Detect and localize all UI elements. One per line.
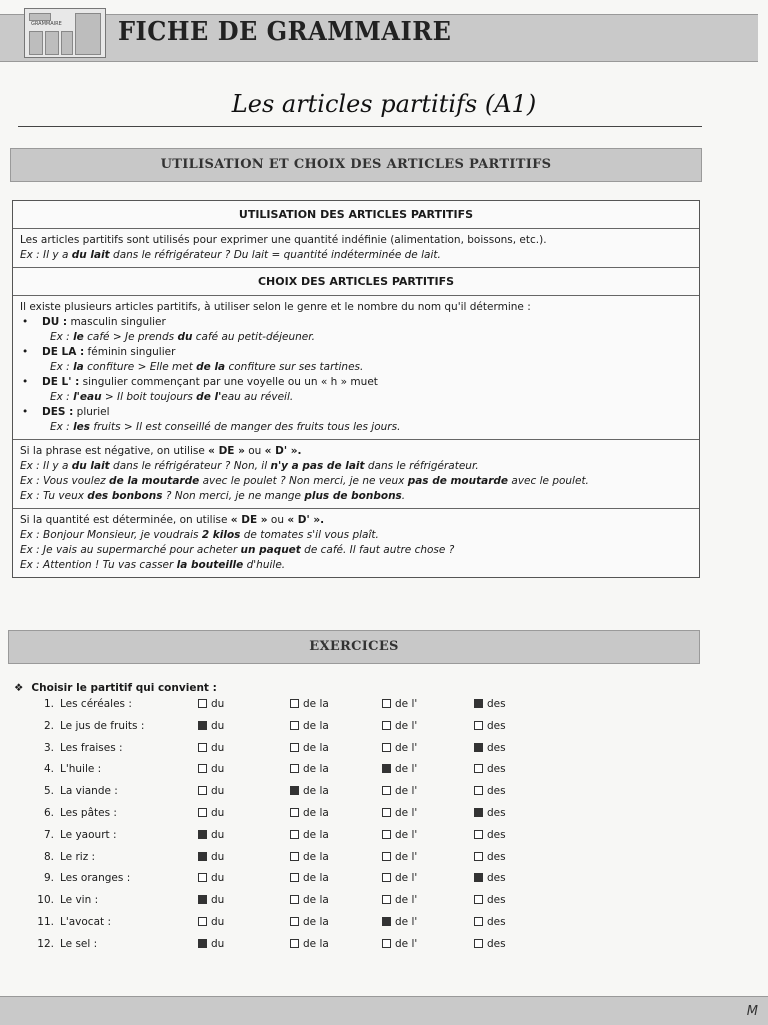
option-du[interactable]	[198, 894, 224, 906]
page-title: Les articles partitifs (A1)	[231, 90, 537, 118]
text-span: Ex :	[50, 421, 74, 433]
option-de-l[interactable]	[382, 785, 417, 797]
bold-span: l'eau	[73, 391, 102, 403]
option-label: de l'	[395, 894, 418, 907]
checkbox-icon[interactable]	[290, 873, 299, 882]
text-span: café > Je prends	[83, 331, 178, 343]
option-label: de l'	[395, 872, 418, 885]
list-item	[20, 405, 692, 435]
option-de-l[interactable]	[382, 698, 417, 710]
bold-span: plus de bonbons	[304, 490, 402, 502]
exercise-number: 6.	[43, 807, 54, 819]
usage-example	[20, 248, 692, 263]
negative-example	[20, 474, 692, 489]
option-de-l[interactable]	[382, 916, 417, 928]
exercise-number: 11.	[37, 916, 54, 928]
checkbox-icon[interactable]	[474, 764, 483, 773]
determined-example	[20, 558, 692, 573]
text-span: fruits > Il est conseillé de manger des fruits tous les jours.	[90, 421, 401, 433]
option-des[interactable]	[474, 829, 506, 841]
option-label: du	[211, 741, 225, 754]
exercise-row	[0, 916, 768, 938]
option-des[interactable]	[474, 785, 506, 797]
exercise-number: 9.	[43, 872, 54, 885]
option-label: de l'	[395, 916, 418, 928]
title-divider	[18, 126, 702, 127]
exercise-word: Les pâtes :	[60, 807, 117, 819]
exercise-word: Le jus de fruits :	[60, 719, 145, 732]
option-du[interactable]	[198, 742, 224, 754]
determined-example	[20, 528, 692, 543]
option-label: du	[211, 916, 225, 928]
checkbox-icon[interactable]	[290, 699, 299, 708]
checkbox-icon[interactable]	[474, 786, 483, 795]
checkbox-icon[interactable]	[382, 873, 391, 882]
checkbox-icon[interactable]	[290, 939, 299, 948]
section-title-exercises: EXERCICES	[8, 630, 700, 664]
choice-heading: CHOIX DES ARTICLES PARTITIFS	[13, 268, 699, 296]
article-label: DE L' :	[42, 376, 80, 388]
option-label: des	[487, 916, 506, 928]
article-example	[42, 330, 692, 345]
option-label: de la	[303, 807, 329, 819]
option-label: de l'	[395, 807, 418, 819]
checkbox-icon[interactable]	[474, 699, 483, 708]
checkbox-icon[interactable]	[290, 808, 299, 817]
option-label: du	[211, 937, 225, 950]
article-label: DU :	[42, 316, 68, 328]
option-label: de la	[303, 894, 329, 907]
exercise-row	[0, 785, 768, 807]
option-de-l[interactable]	[382, 938, 417, 950]
checkbox-icon[interactable]	[198, 830, 207, 839]
bullet: •	[22, 316, 29, 328]
choice-cell	[13, 296, 699, 440]
bold-span: de la moutarde	[109, 475, 200, 487]
option-label: du	[211, 763, 225, 776]
text-span: Ex : Vous voulez	[20, 475, 110, 487]
option-du[interactable]	[198, 785, 224, 797]
checkbox-icon[interactable]	[290, 721, 299, 730]
checkbox-icon[interactable]	[198, 895, 207, 904]
exercise-number: 10.	[37, 894, 54, 907]
option-des[interactable]	[474, 894, 506, 906]
text-span: Si la phrase est négative, on utilise	[20, 445, 209, 457]
checkbox-icon[interactable]	[382, 786, 391, 795]
text-span: Ex : Tu veux	[20, 490, 88, 502]
option-des[interactable]	[474, 938, 506, 950]
exercise-number: 8.	[43, 850, 54, 863]
exercise-number: 2.	[43, 719, 54, 732]
option-label: de l'	[395, 785, 418, 798]
negative-example	[20, 489, 692, 504]
text-span: dans le réfrigérateur ? Non, il	[109, 460, 271, 472]
text-span: .	[401, 490, 406, 502]
grammar-table	[12, 200, 700, 578]
checkbox-icon[interactable]	[198, 764, 207, 773]
text-span: Ex :	[50, 391, 74, 403]
checkbox-icon[interactable]	[290, 830, 299, 839]
text-span: avec le poulet.	[508, 475, 589, 487]
option-du[interactable]	[198, 698, 224, 710]
option-label: de la	[303, 719, 329, 732]
option-label: de la	[303, 828, 329, 841]
text-span: ? Non merci, je ne mange	[162, 490, 305, 502]
checkbox-icon[interactable]	[290, 764, 299, 773]
option-du[interactable]	[198, 938, 224, 950]
text-span: dans le réfrigérateur.	[364, 460, 479, 472]
bold-span: un paquet	[240, 544, 301, 556]
option-du[interactable]	[198, 763, 224, 775]
option-des[interactable]	[474, 851, 506, 863]
logo-icon	[24, 8, 106, 58]
option-des[interactable]	[474, 916, 506, 928]
bold-span: « DE »	[230, 514, 268, 526]
option-label: de l'	[395, 937, 418, 950]
checkbox-icon[interactable]	[290, 852, 299, 861]
option-label: de l'	[395, 741, 418, 754]
exercise-row	[0, 807, 768, 829]
section-title-usage: UTILISATION ET CHOIX DES ARTICLES PARTITIFS	[10, 148, 702, 182]
option-des[interactable]	[474, 720, 506, 732]
option-de-l[interactable]	[382, 742, 417, 754]
option-de-la[interactable]	[290, 872, 329, 884]
option-label: de la	[303, 850, 329, 863]
option-label: des	[487, 763, 506, 776]
exercise-word: Le yaourt :	[60, 828, 117, 841]
option-label: du	[211, 698, 225, 710]
exercise-instruction	[14, 682, 217, 694]
bold-span: de l'	[196, 391, 222, 403]
article-example	[42, 390, 692, 405]
checkbox-icon[interactable]	[382, 743, 391, 752]
exercise-row	[0, 763, 768, 785]
checkbox-icon[interactable]	[198, 852, 207, 861]
option-de-l[interactable]	[382, 872, 417, 884]
logo-caption: GRAMMAIRE	[31, 21, 62, 27]
exercise-row	[0, 872, 768, 894]
checkbox-icon[interactable]	[474, 917, 483, 926]
text-span: confiture sur ses tartines.	[225, 361, 364, 373]
text-span: Ex :	[50, 361, 74, 373]
option-label: du	[211, 807, 225, 819]
text-span: ou	[267, 514, 288, 526]
option-des[interactable]	[474, 807, 506, 819]
checkbox-icon[interactable]	[290, 743, 299, 752]
option-label: des	[487, 937, 506, 950]
option-de-la[interactable]	[290, 894, 329, 906]
exercise-number: 12.	[37, 937, 54, 950]
bold-span: « D' ».	[264, 445, 302, 457]
text-span: d'huile.	[243, 559, 286, 571]
negative-example	[20, 459, 692, 474]
option-des[interactable]	[474, 742, 506, 754]
option-de-la[interactable]	[290, 829, 329, 841]
option-label: des	[487, 785, 506, 798]
exercise-number: 3.	[43, 741, 54, 754]
text-span: de tomates s'il vous plaît.	[240, 529, 379, 541]
usage-heading: UTILISATION DES ARTICLES PARTITIFS	[13, 201, 699, 229]
text-span: Ex : Je vais au supermarché pour acheter	[20, 544, 241, 556]
exercise-row	[0, 851, 768, 873]
option-label: du	[211, 894, 225, 907]
text-span: avec le poulet ? Non merci, je ne veux	[199, 475, 408, 487]
bullet: •	[22, 406, 29, 418]
determined-example	[20, 543, 692, 558]
exercise-row	[0, 894, 768, 916]
instruction-text: Choisir le partitif qui convient :	[31, 682, 217, 694]
option-de-l[interactable]	[382, 763, 417, 775]
text-span: café au petit-déjeuner.	[192, 331, 315, 343]
checkbox-icon[interactable]	[290, 786, 299, 795]
checkbox-icon[interactable]	[382, 721, 391, 730]
exercise-word: Le riz :	[60, 850, 96, 863]
option-label: de l'	[395, 828, 418, 841]
option-label: des	[487, 719, 506, 732]
option-de-la[interactable]	[290, 742, 329, 754]
checkbox-icon[interactable]	[198, 808, 207, 817]
checkbox-icon[interactable]	[474, 873, 483, 882]
option-label: du	[211, 872, 225, 885]
option-du[interactable]	[198, 807, 224, 819]
header-title: FICHE DE GRAMMAIRE	[118, 14, 452, 47]
option-de-la[interactable]	[290, 698, 329, 710]
option-du[interactable]	[198, 720, 224, 732]
bold-span: « DE »	[208, 445, 245, 457]
bullet: •	[22, 346, 29, 358]
checkbox-icon[interactable]	[382, 917, 391, 926]
exercise-number: 5.	[43, 785, 54, 798]
article-desc: singulier commençant par une voyelle ou un « h » muet	[79, 376, 378, 388]
article-example	[42, 420, 692, 435]
option-des[interactable]	[474, 698, 506, 710]
determined-cell	[13, 509, 699, 577]
bold-span: du lait	[71, 249, 110, 261]
negative-intro	[20, 444, 692, 459]
option-label: des	[487, 894, 506, 907]
bold-span: pas de moutarde	[407, 475, 509, 487]
text-span: confiture > Elle met	[83, 361, 197, 373]
text-span: eau au réveil.	[221, 391, 294, 403]
bold-span: la	[73, 361, 84, 373]
checkbox-icon[interactable]	[198, 743, 207, 752]
option-de-l[interactable]	[382, 807, 417, 819]
option-de-l[interactable]	[382, 829, 417, 841]
exercise-number: 1.	[43, 698, 54, 710]
article-label: DES :	[42, 406, 74, 418]
text-span: Ex : Bonjour Monsieur, je voudrais	[20, 529, 202, 541]
text-span: Ex : Il y a	[20, 249, 72, 261]
checkbox-icon[interactable]	[198, 721, 207, 730]
exercise-word: Le sel :	[60, 937, 98, 950]
checkbox-icon[interactable]	[198, 699, 207, 708]
option-de-la[interactable]	[290, 720, 329, 732]
bold-span: des bonbons	[87, 490, 163, 502]
option-label: de la	[303, 916, 329, 928]
checkbox-icon[interactable]	[382, 895, 391, 904]
bold-span: les	[73, 421, 91, 433]
determined-intro	[20, 513, 692, 528]
checkbox-icon[interactable]	[474, 808, 483, 817]
option-label: de la	[303, 937, 329, 950]
article-desc: pluriel	[73, 406, 110, 418]
checkbox-icon[interactable]	[198, 939, 207, 948]
text-span: dans le réfrigérateur ? Du lait = quantité indéterminée de lait.	[109, 249, 441, 261]
text-span: Ex : Il y a	[20, 460, 72, 472]
option-label: du	[211, 850, 225, 863]
exercise-row	[0, 742, 768, 764]
option-label: de l'	[395, 763, 418, 776]
checkbox-icon[interactable]	[474, 830, 483, 839]
exercise-word: L'huile :	[60, 763, 102, 776]
list-item	[20, 315, 692, 345]
bold-span: 2 kilos	[201, 529, 241, 541]
checkbox-icon[interactable]	[474, 721, 483, 730]
usage-text: Les articles partitifs sont utilisés pour exprimer une quantité indéfinie (alimentation, boissons, etc.).	[20, 234, 547, 246]
text-span: ou	[244, 445, 265, 457]
option-du[interactable]	[198, 872, 224, 884]
option-label: du	[211, 719, 225, 732]
option-de-l[interactable]	[382, 894, 417, 906]
option-label: du	[211, 785, 225, 798]
option-label: du	[211, 828, 225, 841]
exercise-word: Les fraises :	[60, 741, 123, 754]
option-de-la[interactable]	[290, 916, 329, 928]
exercise-word: Les oranges :	[60, 872, 131, 885]
checkbox-icon[interactable]	[382, 764, 391, 773]
text-span: Ex :	[50, 331, 74, 343]
checkbox-icon[interactable]	[290, 917, 299, 926]
option-label: de la	[303, 872, 329, 885]
option-label: de la	[303, 698, 329, 710]
bullet: •	[22, 376, 29, 388]
article-desc: masculin singulier	[67, 316, 166, 328]
checkbox-icon[interactable]	[382, 852, 391, 861]
list-item	[20, 375, 692, 405]
exercise-row	[0, 938, 768, 960]
checkbox-icon[interactable]	[474, 939, 483, 948]
footer-text: M	[746, 1004, 758, 1019]
option-de-la[interactable]	[290, 807, 329, 819]
option-du[interactable]	[198, 916, 224, 928]
usage-cell	[13, 229, 699, 268]
option-du[interactable]	[198, 851, 224, 863]
negative-cell	[13, 440, 699, 509]
checkbox-icon[interactable]	[474, 852, 483, 861]
article-desc: féminin singulier	[84, 346, 176, 358]
checkbox-icon[interactable]	[382, 830, 391, 839]
diamond-bullet-icon: ❖	[14, 682, 24, 694]
option-label: de la	[303, 763, 329, 776]
text-span: de café. Il faut autre chose ?	[300, 544, 455, 556]
checkbox-icon[interactable]	[382, 939, 391, 948]
exercise-word: Le vin :	[60, 894, 99, 907]
bold-span: « D' ».	[287, 514, 325, 526]
article-list	[20, 315, 692, 435]
option-label: de la	[303, 785, 329, 798]
text-span: Si la quantité est déterminée, on utilise	[20, 514, 231, 526]
bold-span: de la	[196, 361, 226, 373]
checkbox-icon[interactable]	[382, 699, 391, 708]
exercise-number: 4.	[43, 763, 54, 776]
option-des[interactable]	[474, 763, 506, 775]
option-du[interactable]	[198, 829, 224, 841]
option-de-l[interactable]	[382, 720, 417, 732]
checkbox-icon[interactable]	[474, 895, 483, 904]
text-span: Ex : Attention ! Tu vas casser	[20, 559, 177, 571]
checkbox-icon[interactable]	[290, 895, 299, 904]
option-de-la[interactable]	[290, 785, 329, 797]
option-label: des	[487, 850, 506, 863]
bold-span: du	[177, 331, 193, 343]
checkbox-icon[interactable]	[198, 873, 207, 882]
footer-bar	[0, 996, 768, 1025]
option-de-la[interactable]	[290, 938, 329, 950]
option-de-la[interactable]	[290, 851, 329, 863]
option-label: des	[487, 872, 506, 885]
exercise-word: La viande :	[60, 785, 118, 798]
exercise-row	[0, 698, 768, 720]
checkbox-icon[interactable]	[198, 786, 207, 795]
checkbox-icon[interactable]	[474, 743, 483, 752]
exercise-row	[0, 829, 768, 851]
option-label: des	[487, 741, 506, 754]
option-de-l[interactable]	[382, 851, 417, 863]
checkbox-icon[interactable]	[382, 808, 391, 817]
list-item	[20, 345, 692, 375]
bold-span: la bouteille	[176, 559, 244, 571]
option-label: des	[487, 807, 506, 819]
option-de-la[interactable]	[290, 763, 329, 775]
exercise-word: L'avocat :	[60, 916, 112, 928]
checkbox-icon[interactable]	[198, 917, 207, 926]
option-label: de l'	[395, 850, 418, 863]
option-label: de la	[303, 741, 329, 754]
option-label: de l'	[395, 719, 418, 732]
bold-span: le	[73, 331, 84, 343]
bold-span: n'y a pas de lait	[270, 460, 365, 472]
choice-intro: Il existe plusieurs articles partitifs, à utiliser selon le genre et le nombre du nom qu'il détermine :	[20, 301, 531, 313]
option-label: de l'	[395, 698, 418, 710]
article-example	[42, 360, 692, 375]
exercise-row	[0, 720, 768, 742]
bold-span: du lait	[71, 460, 110, 472]
option-des[interactable]	[474, 872, 506, 884]
text-span: > Il boit toujours	[101, 391, 197, 403]
exercise-number: 7.	[43, 828, 54, 841]
option-label: des	[487, 698, 506, 710]
article-label: DE LA :	[42, 346, 85, 358]
exercise-word: Les céréales :	[60, 698, 132, 710]
option-label: des	[487, 828, 506, 841]
